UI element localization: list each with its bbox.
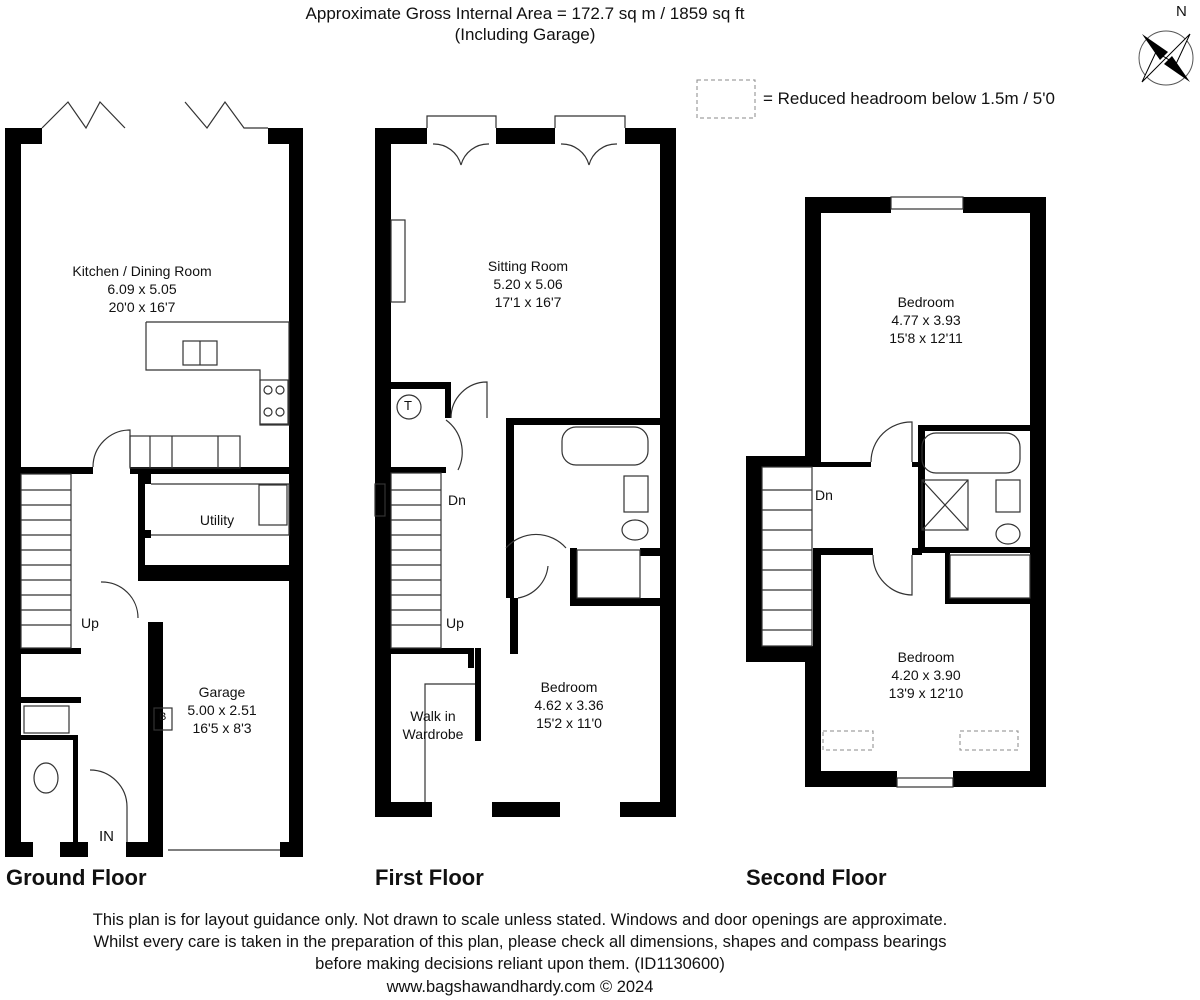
- utility-label: [200, 511, 234, 529]
- first-floor-title: First Floor: [375, 865, 484, 890]
- basin-icon: [24, 706, 69, 733]
- room-name: Utility: [199, 512, 235, 528]
- toilet-icon: [34, 763, 58, 793]
- second-bedroom-1-label: [889, 293, 963, 347]
- sitting-room-label: [488, 257, 568, 311]
- door-swing: [871, 422, 912, 462]
- room-size-imperial: 13'9 x 12'10: [888, 685, 964, 701]
- first-bedroom-label: [534, 678, 603, 732]
- room-name: Garage: [198, 684, 246, 700]
- room-size-imperial: 16'5 x 8'3: [192, 720, 252, 736]
- bifold-door-right: [185, 102, 268, 128]
- walls: [5, 128, 1046, 857]
- door-swing: [506, 534, 566, 548]
- second-floor-title: Second Floor: [746, 865, 887, 890]
- ground-floor-title: Ground Floor: [6, 865, 147, 890]
- wardrobe-line-2: Wardrobe: [402, 726, 464, 742]
- tank-label: T: [404, 398, 412, 413]
- stairs-down-label: Dn: [448, 492, 466, 508]
- compass-north-label: N: [1176, 3, 1187, 20]
- legend-swatch: [697, 80, 755, 118]
- hob-icon: [260, 380, 288, 424]
- entrance-label: IN: [99, 828, 114, 845]
- basin-icon: [624, 476, 648, 512]
- gross-area-text: Approximate Gross Internal Area = 172.7 sq m / 1859 sq ft: [305, 4, 745, 23]
- staircase-second: [762, 467, 812, 646]
- wardrobe-line-1: Walk in: [410, 708, 456, 724]
- kitchen-island: [146, 322, 289, 425]
- compass-rose: [1139, 31, 1193, 85]
- room-size-metric: 5.00 x 2.51: [187, 702, 257, 718]
- room-name: Bedroom: [897, 294, 955, 310]
- fixtures: [21, 102, 1030, 850]
- room-size-imperial: 15'2 x 11'0: [536, 715, 602, 731]
- disclaimer-line-3: before making decisions reliant upon them. (ID1130600): [315, 955, 725, 973]
- room-size-metric: 4.77 x 3.93: [891, 312, 961, 328]
- door-swing: [101, 582, 138, 618]
- staircase-first: [391, 473, 441, 648]
- door-swing: [93, 430, 130, 467]
- toilet-icon: [622, 520, 648, 540]
- shower-icon: [950, 555, 1030, 598]
- room-name: Bedroom: [897, 649, 955, 665]
- stairs-up-label: Up: [81, 615, 99, 631]
- door-swing: [518, 566, 548, 598]
- garage-label: [187, 683, 256, 737]
- website-link[interactable]: www.bagshawandhardy.com © 2024: [386, 978, 654, 996]
- window-icon: [897, 778, 953, 787]
- basin-icon: [996, 480, 1020, 512]
- room-name: Sitting Room: [487, 258, 569, 274]
- boiler-label: B: [159, 711, 167, 723]
- utility-sink-icon: [259, 485, 287, 525]
- stairs-down-label-second: Dn: [815, 487, 833, 503]
- kitchen-label: [72, 262, 211, 316]
- room-size-metric: 4.62 x 3.36: [534, 697, 604, 713]
- staircase-ground: [21, 474, 71, 648]
- walk-in-wardrobe-label: [403, 707, 464, 743]
- french-door-right: [561, 144, 617, 165]
- door-swing: [873, 555, 912, 595]
- bath-icon: [562, 427, 648, 465]
- legend-label: = Reduced headroom below 1.5m / 5'0: [763, 89, 1055, 108]
- shower-icon: [577, 550, 640, 598]
- toilet-icon: [996, 524, 1020, 544]
- room-size-metric: 5.20 x 5.06: [493, 276, 563, 292]
- disclaimer-line-1: This plan is for layout guidance only. Not drawn to scale unless stated. Windows and door openings are approximate.: [92, 911, 948, 929]
- room-size-imperial: 20'0 x 16'7: [108, 299, 176, 315]
- second-bedroom-2-label: [889, 648, 964, 702]
- bifold-door-left: [42, 102, 125, 128]
- stairs-up-label-first: Up: [446, 615, 464, 631]
- room-name: Kitchen / Dining Room: [72, 263, 212, 279]
- garage-note: (Including Garage): [454, 25, 596, 44]
- window-icon: [891, 197, 963, 209]
- room-name: Bedroom: [540, 679, 598, 695]
- french-door-left: [433, 144, 489, 165]
- door-swing: [451, 382, 487, 418]
- bath-icon: [922, 433, 1020, 473]
- reduced-headroom-areas: [697, 80, 1018, 750]
- room-size-imperial: 17'1 x 16'7: [494, 294, 562, 310]
- wardrobe-rail: [425, 684, 475, 802]
- room-size-metric: 4.20 x 3.90: [891, 667, 961, 683]
- fireplace-icon: [391, 220, 405, 302]
- door-swing: [446, 420, 462, 470]
- disclaimer-line-2: Whilst every care is taken in the preparation of this plan, please check all dimensions, shapes and compass bearings: [93, 933, 947, 951]
- room-size-metric: 6.09 x 5.05: [107, 281, 177, 297]
- room-size-imperial: 15'8 x 12'11: [889, 330, 963, 346]
